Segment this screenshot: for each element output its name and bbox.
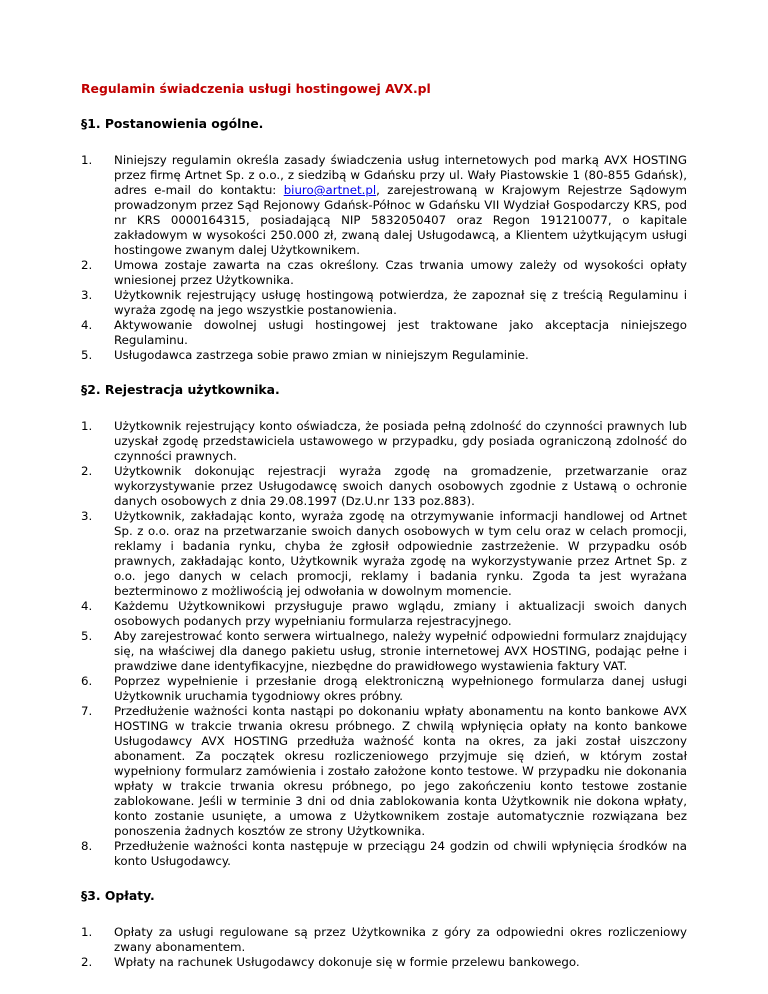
item-text: Poprzez wypełnienie i przesłanie drogą elektroniczną wypełnionego formularza danej usługi Użytkownik uruchamia tygodniowy okres próbny.: [114, 674, 687, 703]
list-item: [81, 839, 687, 869]
section-1-list: [81, 153, 687, 363]
item-text: Niniejszy regulamin określa zasady świadczenia usług internetowych pod marką AVX HOSTING przez firmę Artnet Sp. z o.o., z siedzibą w Gdańsku przy ul. Wały Piastowskie 1 (80-855 Gdańsk), adres e-mail do kontaktu:: [114, 153, 687, 197]
list-item: [81, 258, 687, 288]
item-number: 8.: [81, 839, 93, 853]
item-number: 2.: [81, 955, 93, 969]
section-2-list: [81, 419, 687, 869]
document-title: Regulamin świadczenia usługi hostingowej AVX.pl: [81, 81, 431, 96]
list-item: [81, 464, 687, 509]
section-heading-2: §2. Rejestracja użytkownika.: [81, 382, 280, 397]
item-number: 4.: [81, 318, 93, 332]
item-text: Przedłużenie ważności konta następuje w przeciągu 24 godzin od chwili wpłynięcia środków na konto Usługodawcy.: [114, 839, 687, 868]
item-number: 5.: [81, 348, 93, 362]
list-item: [81, 925, 687, 955]
item-number: 2.: [81, 258, 93, 272]
item-text: Użytkownik, zakładając konto, wyraża zgodę na otrzymywanie informacji handlowej od Artnet Sp. z o.o. oraz na przetwarzanie swoich danych osobowych w tym celu oraz w celach promocji, reklamy i badania rynku, chyba że zgłosił odpowiednie zastrzeżenie. W przypadku osób prawnych, zakładając konto, Użytkownik wyraża zgodę na wykorzystywanie przez Artnet Sp. z o.o. jego danych w celach promocji, reklamy i badania rynku. Zgoda ta jest wyrażana bezterminowo z możliwością jej odwołania w dowolnym momencie.: [114, 509, 687, 598]
item-number: 3.: [81, 509, 93, 523]
list-item: [81, 599, 687, 629]
item-text: Wpłaty na rachunek Usługodawcy dokonuje się w formie przelewu bankowego.: [114, 955, 580, 969]
section-heading-3: §3. Opłaty.: [81, 888, 155, 903]
item-text-continued: , zarejestrowaną w Krajowym Rejestrze Sądowym prowadzonym przez Sąd Rejonowy Gdańsk-Północ w Gdańsku VII Wydział Gospodarczy KRS, pod nr KRS 0000164315, posiadającą NIP 5832050407 oraz Regon 191210077, o kapitale zakładowym w wysokości 250.000 zł, zwaną dalej Usługodawcą, a Klientem użytkującym usługi hostingowe zwanym dalej Użytkownikem.: [114, 183, 688, 257]
item-number: 4.: [81, 599, 93, 613]
item-text: Usługodawca zastrzega sobie prawo zmian w niniejszym Regulaminie.: [114, 348, 529, 362]
list-item: [81, 955, 687, 970]
item-text: Każdemu Użytkownikowi przysługuje prawo wglądu, zmiany i aktualizacji swoich danych osobowych podanych przy wypełnianiu formularza rejestracyjnego.: [114, 599, 687, 628]
section-heading-1: §1. Postanowienia ogólne.: [81, 116, 264, 131]
item-text: Przedłużenie ważności konta nastąpi po dokonaniu wpłaty abonamentu na konto bankowe AVX HOSTING w trakcie trwania okresu próbnego. Z chwilą wpłynięcia opłaty na konto bankowe Usługodawcy AVX HOSTING przedłuża ważność konta na okres, za jaki został uiszczony abonament. Za początek okresu rozliczeniowego przyjmuje się dzień, w którym został wypełniony formularz zamówienia i zostało założone konto testowe. W przypadku nie dokonania wpłaty w trakcie trwania okresu próbnego, po jego zakończeniu konto testowe zostanie zablokowane. Jeśli w terminie 3 dni od dnia zablokowania konta Użytkownik nie dokona wpłaty, konto zostanie usunięte, a umowa z Użytkownikem zostaje automatycznie rozwiązana bez ponoszenia żadnych kosztów ze strony Użytkownika.: [114, 704, 687, 838]
item-number: 2.: [81, 464, 93, 478]
item-text: Aktywowanie dowolnej usługi hostingowej jest traktowane jako akceptacja niniejszego Regulaminu.: [114, 318, 687, 347]
list-item: [81, 153, 687, 258]
list-item: [81, 509, 687, 599]
list-item: [81, 288, 687, 318]
list-item: [81, 629, 687, 674]
item-text: Opłaty za usługi regulowane są przez Użytkownika z góry za odpowiedni okres rozliczeniowy zwany abonamentem.: [114, 925, 687, 954]
item-text: Użytkownik dokonując rejestracji wyraża zgodę na gromadzenie, przetwarzanie oraz wykorzystywanie przez Usługodawcę swoich danych osobowych zgodnie z Ustawą o ochronie danych osobowych z dnia 29.08.1997 (Dz.U.nr 133 poz.883).: [114, 464, 687, 508]
item-text: Aby zarejestrować konto serwera wirtualnego, należy wypełnić odpowiedni formularz znajdujący się, na właściwej dla danego pakietu usług, stronie internetowej AVX HOSTING, podając pełne i prawdziwe dane identyfikacyjne, niezbędne do prawidłowego wystawienia faktury VAT.: [114, 629, 687, 673]
item-text: Użytkownik rejestrujący usługę hostingową potwierdza, że zapoznał się z treścią Regulaminu i wyraża zgodę na jego wszystkie postanowienia.: [114, 288, 687, 317]
document-page: [81, 82, 687, 970]
section-3-list: [81, 925, 687, 970]
list-item: [81, 704, 687, 839]
list-item: [81, 348, 687, 363]
item-number: 1.: [81, 153, 93, 167]
item-number: 1.: [81, 419, 93, 433]
email-link[interactable]: biuro@artnet.pl: [283, 183, 377, 197]
list-item: [81, 318, 687, 348]
item-text: Użytkownik rejestrujący konto oświadcza, że posiada pełną zdolność do czynności prawnych lub uzyskał zgodę przedstawiciela ustawowego w przypadku, gdy posiada ograniczoną zdolność do czynności prawnych.: [114, 419, 687, 463]
item-number: 3.: [81, 288, 93, 302]
item-text: Umowa zostaje zawarta na czas określony. Czas trwania umowy zależy od wysokości opłaty wniesionej przez Użytkownika.: [114, 258, 687, 287]
item-number: 7.: [81, 704, 93, 718]
list-item: [81, 674, 687, 704]
item-number: 5.: [81, 629, 93, 643]
item-number: 6.: [81, 674, 93, 688]
list-item: [81, 419, 687, 464]
item-number: 1.: [81, 925, 93, 939]
